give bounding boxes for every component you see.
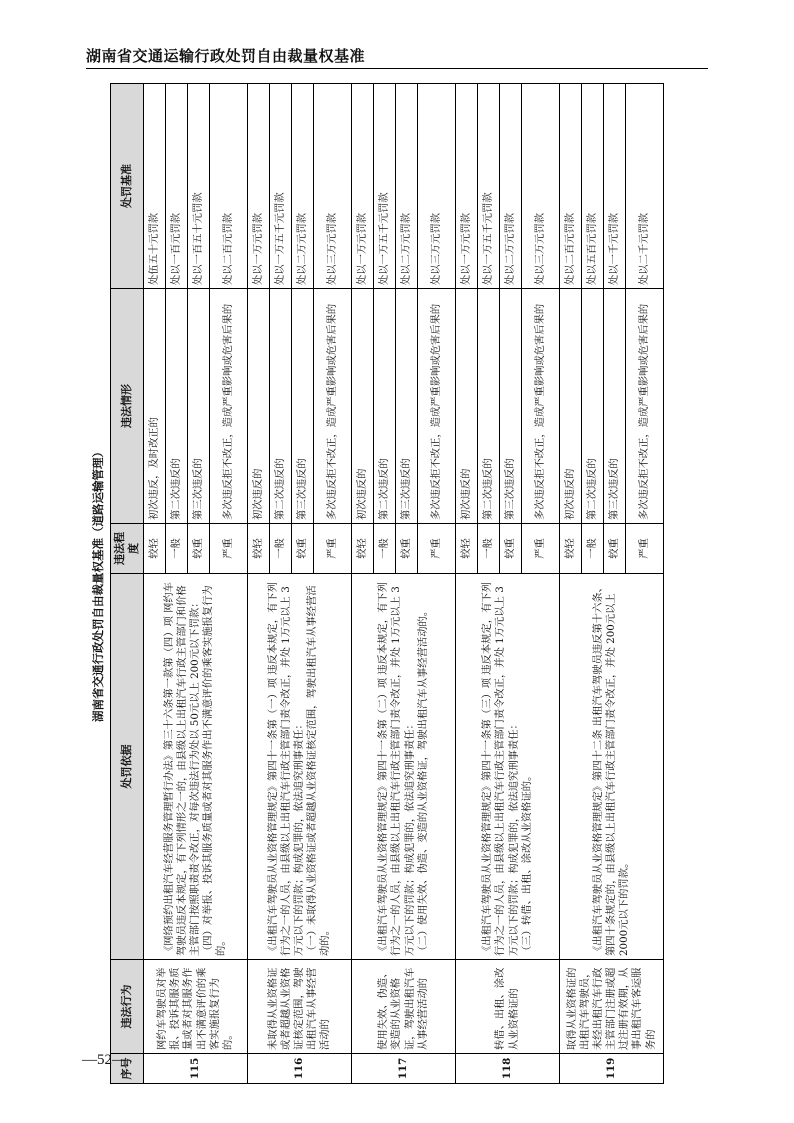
- violation-degree: 较重: [604, 524, 626, 574]
- column-header-situation: 违法情形: [111, 289, 144, 524]
- penalty-standard: 处以三万元罚款: [418, 84, 456, 289]
- violation-degree: 严重: [210, 524, 248, 574]
- document-header-title: 湖南省交通运输行政处罚自由裁量权基准: [86, 47, 366, 65]
- penalty-standard: 处以三万元罚款: [522, 84, 560, 289]
- table-row: [248, 84, 270, 1084]
- page-number: —52—: [82, 1052, 127, 1068]
- penalty-standard: 处以二百元罚款: [560, 84, 582, 289]
- column-header-basis: 处罚依据: [111, 574, 144, 960]
- violation-situation: 第三次违反的: [396, 289, 418, 524]
- penalty-basis: [352, 574, 456, 960]
- column-header-act: 违法行为: [111, 960, 144, 1054]
- penalty-standard: 处以一万五千元罚款: [478, 84, 500, 289]
- row-number: 115: [144, 1054, 248, 1084]
- penalty-standard: 处以一万元罚款: [352, 84, 374, 289]
- violation-situation: 多次违反拒不改正，造成严重影响或危害后果的: [210, 289, 248, 524]
- violation-degree: 较轻: [560, 524, 582, 574]
- penalty-basis: [560, 574, 664, 960]
- penalty-standard: 处以一万五千元罚款: [374, 84, 396, 289]
- table-header-row: [111, 84, 144, 1084]
- basis-paragraph: 《出租汽车驾驶员从业资格管理规定》第四十一条第（一）项 违反本规定，有下列行为之一的人员，由县级以上出租汽车行政主管部门责令改正，并处 1万元以上 3万元以下的罚款；构成犯罪的，依法追究刑事责任：: [266, 582, 306, 956]
- penalty-standard: 处以一万五千元罚款: [270, 84, 292, 289]
- column-header-no: 序号: [111, 1054, 144, 1084]
- penalty-standard: 处以二千元罚款: [626, 84, 664, 289]
- violation-act: 网约车驾驶员对举报、投诉其服务质量或者对其服务作出不满意评价的乘客实施报复行为的。: [144, 960, 248, 1054]
- violation-situation: 第二次违反的: [374, 289, 396, 524]
- penalty-standard: 处以三万元罚款: [314, 84, 352, 289]
- header-rule: [86, 68, 708, 69]
- violation-situation: 第二次违反的: [582, 289, 604, 524]
- penalty-standard: 处伍五十元罚款: [144, 84, 166, 289]
- violation-degree: 较轻: [144, 524, 166, 574]
- table-row: [144, 84, 166, 1084]
- violation-degree: 严重: [418, 524, 456, 574]
- penalty-standard: 处以一百五十元罚款: [188, 84, 210, 289]
- violation-situation: 初次违反的: [248, 289, 270, 524]
- basis-paragraph: （一）未取得从业资格证或者超越从业资格证核定范围，驾驶出租汽车从事经营活动的。: [306, 585, 332, 956]
- penalty-standard: 处以一万元罚款: [456, 84, 478, 289]
- violation-act: 取得从业资格证的出租汽车驾驶员，未经出租汽车行政主管部门注册或超过注册有效期，从事出租汽车客运服务的: [560, 960, 664, 1054]
- basis-paragraph: 《出租汽车驾驶员从业资格管理规定》第四十二条 出租汽车驾驶员违反第十六条、第四十条规定的，由县级以上出租汽车行政主管部门责令改正，并处 200元以上 2000元以下的罚款。: [591, 582, 631, 956]
- violation-degree: 较轻: [248, 524, 270, 574]
- violation-situation: 初次违反，及时改正的: [144, 289, 166, 524]
- violation-degree: 较重: [500, 524, 522, 574]
- column-header-degree: 违法程度: [111, 524, 144, 574]
- violation-situation: 第三次违反的: [188, 289, 210, 524]
- penalty-standard: 处以一百元罚款: [166, 84, 188, 289]
- basis-paragraph: 《出租汽车驾驶员从业资格管理规定》第四十一条第（三）项 违反本规定，有下列行为之一的人员，由县级以上出租汽车行政主管部门责令改正，并处 1万元以上 3万元以下的罚款；构成犯罪的，依法追究刑事责任：: [481, 582, 520, 956]
- penalty-basis: [248, 574, 352, 960]
- basis-paragraph: （二）使用失效、伪造、变造的从业资格证，驾驶出租汽车从事经营活动的。: [416, 605, 429, 956]
- violation-situation: 第二次违反的: [270, 289, 292, 524]
- basis-paragraph: （三）转借、出租、涂改从业资格证的。: [520, 770, 533, 956]
- violation-situation: 第二次违反的: [478, 289, 500, 524]
- table-caption: 湖南省交通行政处罚自由裁量权基准（道路运输管理）: [91, 446, 105, 722]
- row-number: 117: [352, 1054, 456, 1084]
- penalty-basis: [144, 574, 248, 960]
- violation-situation: 第三次违反的: [500, 289, 522, 524]
- row-number: 118: [456, 1054, 560, 1084]
- penalty-standard: 处以二万元罚款: [292, 84, 314, 289]
- violation-degree: 严重: [522, 524, 560, 574]
- violation-situation: 多次违反拒不改正，造成严重影响或危害后果的: [522, 289, 560, 524]
- violation-act: 转借、出租、涂改从业资格证的: [456, 960, 560, 1054]
- row-number: 116: [248, 1054, 352, 1084]
- table-row: [352, 84, 374, 1084]
- rotated-table-area: [86, 84, 786, 1084]
- violation-situation: 第三次违反的: [604, 289, 626, 524]
- penalty-standard: 处以二万元罚款: [396, 84, 418, 289]
- violation-act: 未取得从业资格证或者超越从业资格证核定范围，驾驶出租汽车从事经营活动的: [248, 960, 352, 1054]
- violation-degree: 一般: [374, 524, 396, 574]
- violation-situation: 多次违反拒不改正，造成严重影响或危害后果的: [314, 289, 352, 524]
- violation-degree: 一般: [478, 524, 500, 574]
- violation-degree: 严重: [314, 524, 352, 574]
- row-number: 119: [560, 1054, 664, 1084]
- basis-paragraph: 《网络预约出租汽车经营服务管理暂行办法》第三十六条第一款第（四）项 网约车驾驶员违反本规定，有下列情形之一的，由县级以上出租汽车行政主管部门和价格主管部门按照职责责令改正，对每次违法行为处以 50元以上 200元以下罚款：: [162, 582, 202, 956]
- violation-degree: 较重: [396, 524, 418, 574]
- penalty-standard: 处以一千元罚款: [604, 84, 626, 289]
- violation-situation: 初次违反的: [352, 289, 374, 524]
- violation-degree: 一般: [582, 524, 604, 574]
- violation-degree: 一般: [166, 524, 188, 574]
- column-header-standard: 处罚基准: [111, 84, 144, 289]
- penalty-standard: 处以一万元罚款: [248, 84, 270, 289]
- violation-act: 使用失效、伪造、变造的从业资格证，驾驶出租汽车从事经营活动的: [352, 960, 456, 1054]
- table-row: [560, 84, 582, 1084]
- violation-situation: 第三次违反的: [292, 289, 314, 524]
- penalty-basis: [456, 574, 560, 960]
- penalty-standard: 处以二百元罚款: [210, 84, 248, 289]
- violation-situation: 初次违反的: [560, 289, 582, 524]
- table-row: [456, 84, 478, 1084]
- violation-degree: 严重: [626, 524, 664, 574]
- penalty-standard: 处以五百元罚款: [582, 84, 604, 289]
- basis-paragraph: 《出租汽车驾驶员从业资格管理规定》第四十一条第（二）项 违反本规定，有下列行为之一的人员，由县级以上出租汽车行政主管部门责令改正，并处 1万元以上 3万元以下的罚款；构成犯罪的，依法追究刑事责任：: [377, 582, 416, 956]
- violation-degree: 较重: [188, 524, 210, 574]
- violation-degree: 较重: [292, 524, 314, 574]
- violation-situation: 多次违反拒不改正，造成严重影响或危害后果的: [626, 289, 664, 524]
- violation-degree: 一般: [270, 524, 292, 574]
- penalty-standard-table: [110, 83, 664, 1084]
- violation-degree: 较轻: [456, 524, 478, 574]
- violation-situation: 初次违反的: [456, 289, 478, 524]
- violation-situation: 第二次违反的: [166, 289, 188, 524]
- penalty-standard: 处以二万元罚款: [500, 84, 522, 289]
- basis-paragraph: （四）对举报、投诉其服务质量或者对其服务作出不满意评价的乘客实施报复行为的。: [202, 585, 228, 956]
- violation-situation: 多次违反拒不改正，造成严重影响或危害后果的: [418, 289, 456, 524]
- violation-degree: 较轻: [352, 524, 374, 574]
